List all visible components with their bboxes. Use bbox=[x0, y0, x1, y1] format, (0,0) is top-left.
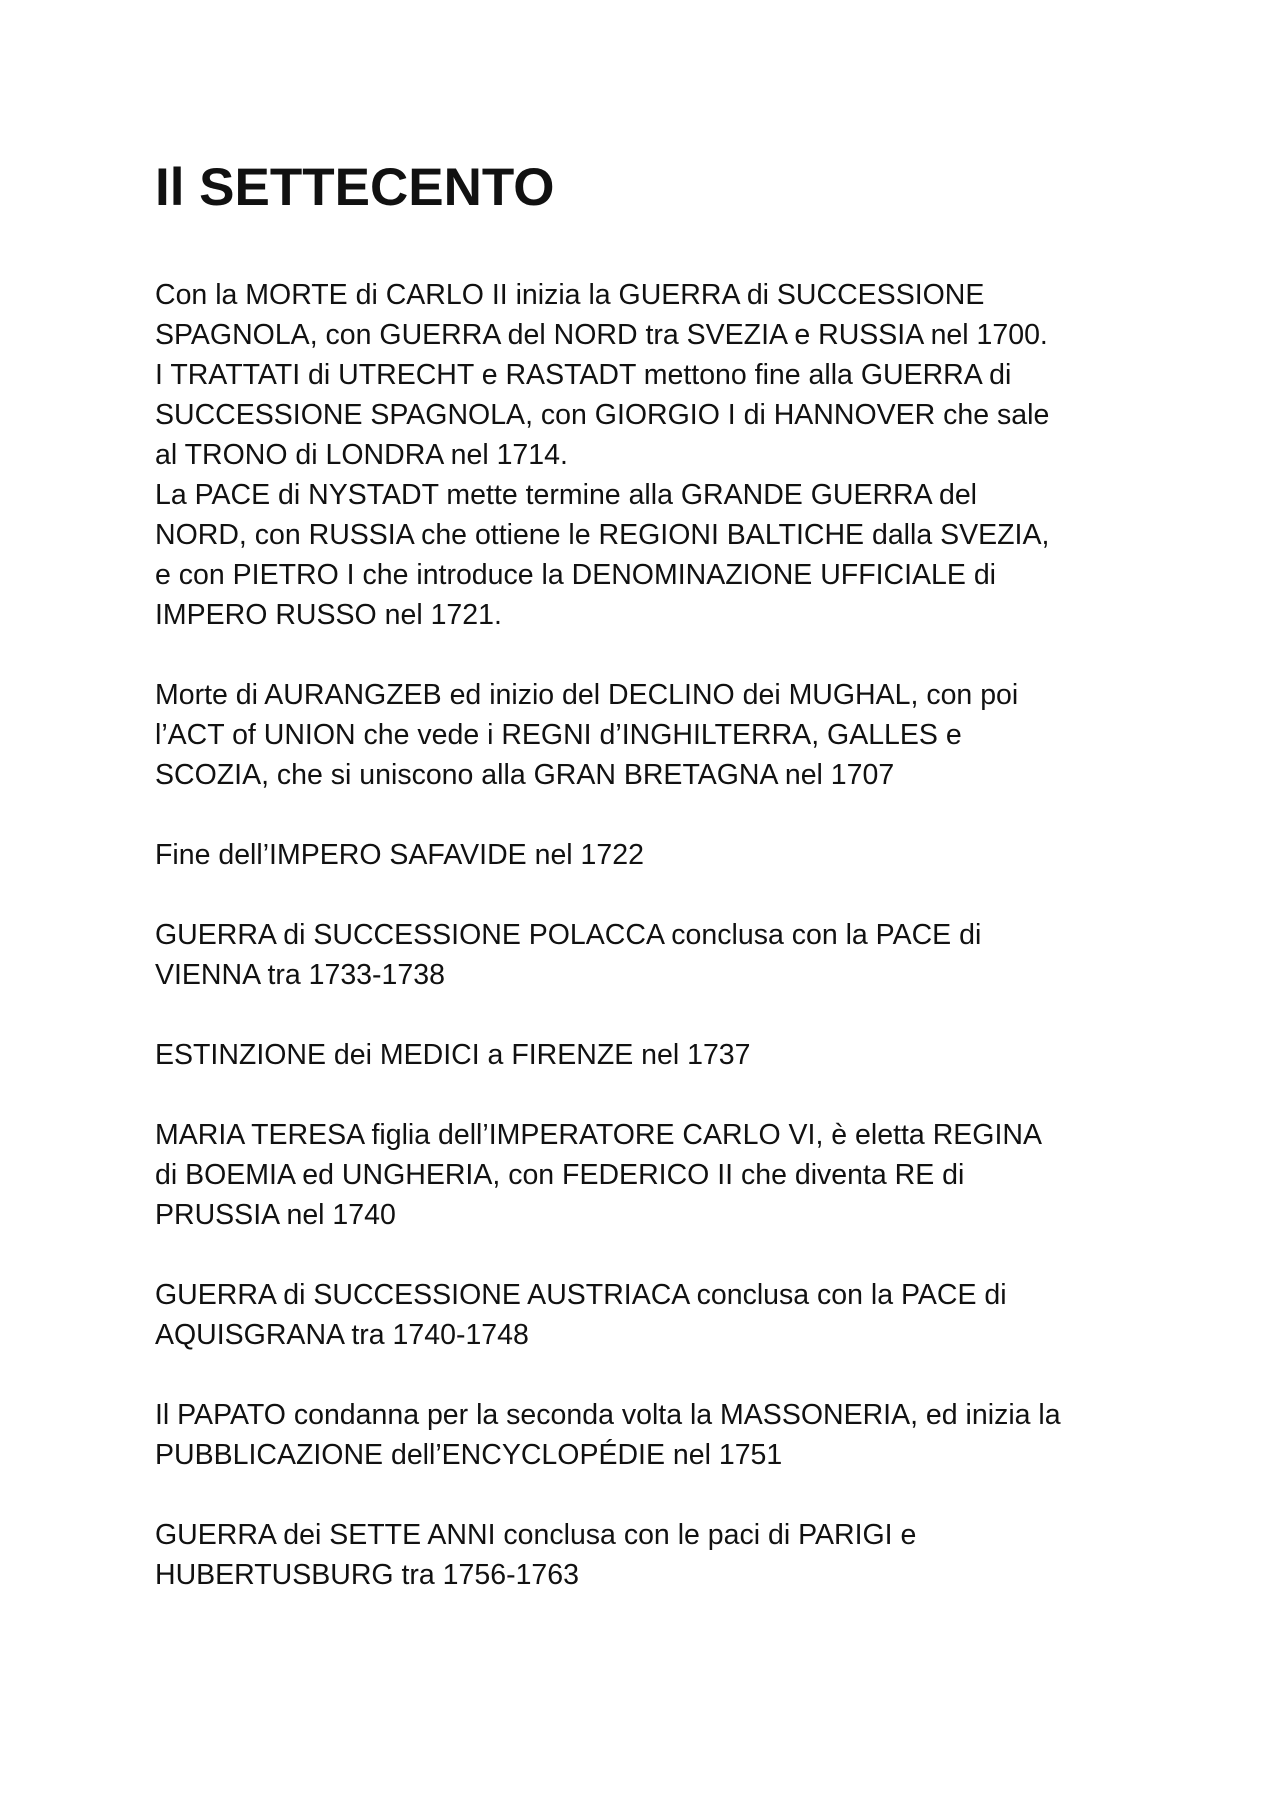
paragraph-safavid bbox=[155, 835, 1155, 875]
text-line: Fine dell’IMPERO SAFAVIDE nel 1722 bbox=[155, 839, 644, 871]
text-line: GUERRA dei SETTE ANNI conclusa con le paci di PARIGI e bbox=[155, 1519, 917, 1551]
text-line: di BOEMIA ed UNGHERIA, con FEDERICO II che diventa RE di bbox=[155, 1159, 965, 1191]
text-line: GUERRA di SUCCESSIONE POLACCA conclusa con la PACE di bbox=[155, 919, 982, 951]
text-line: ESTINZIONE dei MEDICI a FIRENZE nel 1737 bbox=[155, 1039, 751, 1071]
paragraph-papacy bbox=[155, 1395, 1155, 1475]
text-line: al TRONO di LONDRA nel 1714. bbox=[155, 439, 568, 471]
text-line: I TRATTATI di UTRECHT e RASTADT mettono fine alla GUERRA di bbox=[155, 359, 1012, 391]
text-line: PRUSSIA nel 1740 bbox=[155, 1199, 396, 1231]
text-line: SCOZIA, che si uniscono alla GRAN BRETAGNA nel 1707 bbox=[155, 759, 895, 791]
document-body bbox=[155, 275, 1155, 1635]
paragraph-polish-succession bbox=[155, 915, 1155, 995]
text-line: SUCCESSIONE SPAGNOLA, con GIORGIO I di HANNOVER che sale bbox=[155, 399, 1050, 431]
paragraph-aurangzeb bbox=[155, 675, 1155, 795]
text-line: Il PAPATO condanna per la seconda volta la MASSONERIA, ed inizia la bbox=[155, 1399, 1061, 1431]
text-line: IMPERO RUSSO nel 1721. bbox=[155, 599, 502, 631]
text-line: MARIA TERESA figlia dell’IMPERATORE CARLO VI, è eletta REGINA bbox=[155, 1119, 1042, 1151]
text-line: La PACE di NYSTADT mette termine alla GRANDE GUERRA del bbox=[155, 479, 978, 511]
text-line: SPAGNOLA, con GUERRA del NORD tra SVEZIA e RUSSIA nel 1700. bbox=[155, 319, 1048, 351]
paragraph-medici bbox=[155, 1035, 1155, 1075]
page-title: Il SETTECENTO bbox=[155, 158, 555, 217]
text-line: VIENNA tra 1733-1738 bbox=[155, 959, 445, 991]
paragraph-maria-teresa bbox=[155, 1115, 1155, 1235]
text-line: NORD, con RUSSIA che ottiene le REGIONI BALTICHE dalla SVEZIA, bbox=[155, 519, 1050, 551]
text-line: e con PIETRO I che introduce la DENOMINAZIONE UFFICIALE di bbox=[155, 559, 997, 591]
text-line: Con la MORTE di CARLO II inizia la GUERRA di SUCCESSIONE bbox=[155, 279, 985, 311]
paragraph-austrian-succession bbox=[155, 1275, 1155, 1355]
text-line: PUBBLICAZIONE dell’ENCYCLOPÉDIE nel 1751 bbox=[155, 1439, 783, 1471]
text-line: Morte di AURANGZEB ed inizio del DECLINO dei MUGHAL, con poi bbox=[155, 679, 1019, 711]
paragraph-seven-years-war bbox=[155, 1515, 1155, 1595]
paragraph-succession-wars bbox=[155, 275, 1155, 635]
text-line: GUERRA di SUCCESSIONE AUSTRIACA conclusa con la PACE di bbox=[155, 1279, 1007, 1311]
text-line: HUBERTUSBURG tra 1756-1763 bbox=[155, 1559, 579, 1591]
text-line: AQUISGRANA tra 1740-1748 bbox=[155, 1319, 529, 1351]
text-line: l’ACT of UNION che vede i REGNI d’INGHILTERRA, GALLES e bbox=[155, 719, 962, 751]
